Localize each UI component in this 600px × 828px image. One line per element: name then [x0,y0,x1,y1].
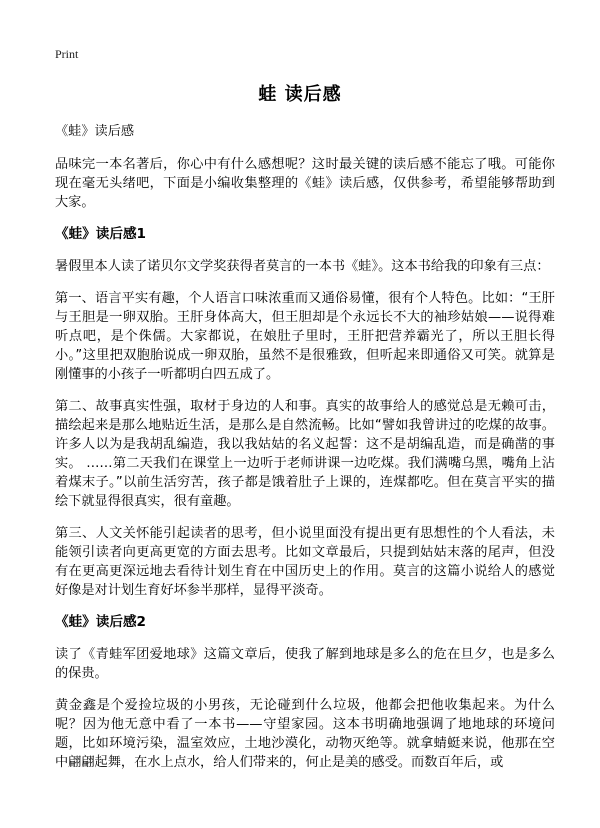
section-heading-2: 《蛙》读后感2 [55,614,147,630]
section1-paragraph-4: 第三、人文关怀能引起读者的思考，但小说里面没有提出更有思想性的个人看法，未能领引读者向更高更宽的方面去思考。比如文章最后，只提到姑姑末落的尾声，但没有在更高更深远地去看待计划生育在中国历史上的作用。莫言的这篇小说给人的感觉好像是对计划生育好坏参半那样，显得平淡奇。 [55,526,555,598]
intro-paragraph: 品味完一本名著后，你心中有什么感想呢？这时最关键的读后感不能忘了哦。可能你现在毫无头绪吧，下面是小编收集整理的《蛙》读后感，仅供参考，希望能够帮助到大家。 [55,157,555,210]
print-link[interactable]: Print [55,47,79,61]
section-heading-1: 《蛙》读后感1 [55,226,147,242]
section2-paragraph-1: 读了《青蛙军团爱地球》这篇文章后，使我了解到地球是多么的危在旦夕，也是多么的保贵。 [55,647,555,681]
document-subtitle: 《蛙》读后感 [55,124,135,139]
section1-paragraph-1: 暑假里本人读了诺贝尔文学奖获得者莫言的一本书《蛙》。这本书给我的印象有三点： [55,259,550,274]
section2-paragraph-2: 黄金鑫是个爱捡垃圾的小男孩，无论碰到什么垃圾，他都会把他收集起来。为什么呢？因为他无意中看了一本书——守望家园。这本书明确地强调了地地球的环境问题，比如环境污染，温室效应，土地沙漠化，动物灭绝等。就拿蜻蜓来说，他那在空中翩翩起舞，在水上点水，给人们带来的，何止是美的感受。而数百年后，或 [55,698,555,770]
section1-paragraph-2: 第一、语言平实有趣，个人语言口味浓重而又通俗易懂，很有个人特色。比如：“王肝与王胆是一卵双胎。王肝身体高大，但王胆却是个永远长不大的袖珍姑娘——说得难听点吧，是个侏儒。大家都说，在娘肚子里时，王肝把营养霸光了，所以王胆长得小。”这里把双胞胎说成一卵双胎，虽然不是很雅致，但听起来即通俗又可笑。就算是刚懂事的小孩子一听都明白四五成了。 [55,291,555,382]
page-title: 蛙 读后感 [258,84,342,105]
section1-paragraph-3: 第二、故事真实性强，取材于身边的人和事。真实的故事给人的感觉总是无赖可击，描绘起来是那么地贴近生活，是那么是自然流畅。比如“譬如我曾讲过的吃煤的故事。许多人以为是我胡乱编造，我以我姑姑的名义起誓：这不是胡编乱造，而是确凿的事实。 ……第二天我们在课堂上一边听于老师讲课一边吃煤。我们满嘴乌黑，嘴角上沾着煤末子。”以前生活穷苦，孩子都是饿着肚子上课的，连煤都吃。但在莫言平实的描绘下就显得很真实，很有童趣。 [55,399,555,509]
document-body [55,122,555,785]
